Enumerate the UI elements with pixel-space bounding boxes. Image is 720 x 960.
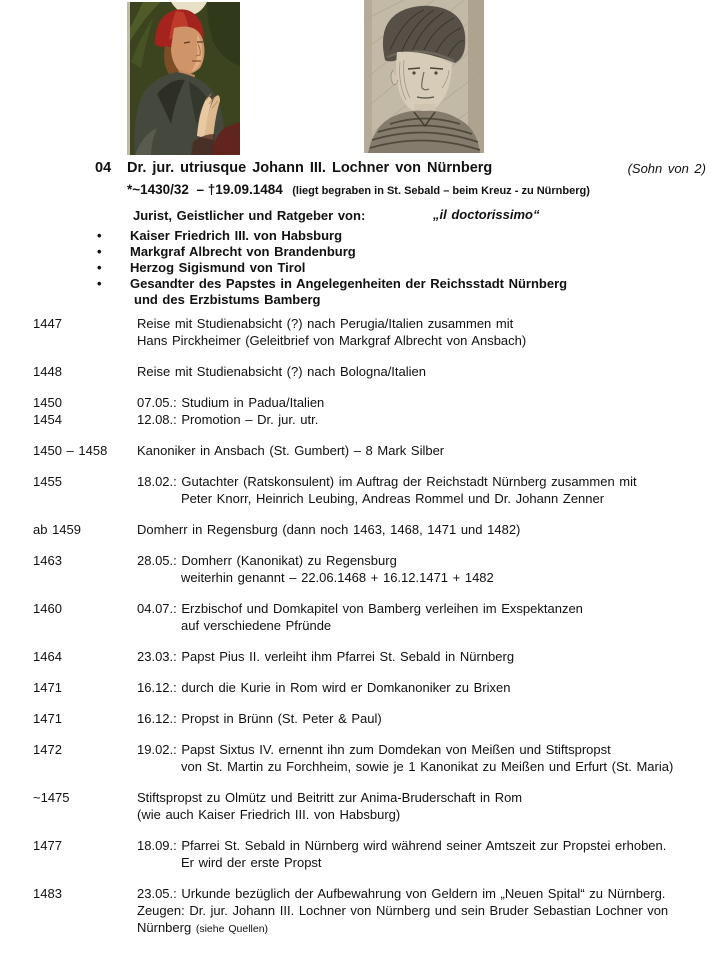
timeline-year: 1454: [33, 412, 62, 427]
timeline-year: ab 1459: [33, 522, 81, 537]
title-row: [0, 160, 720, 179]
epithet: „il doctorissimo“: [433, 207, 540, 222]
timeline-text: Er wird der erste Propst: [181, 855, 322, 870]
timeline-year: 1450: [33, 395, 62, 410]
bullet-text: Gesandter des Papstes in Angelegenheiten der Reichsstadt Nürnberg: [130, 276, 568, 291]
timeline-entry: [33, 473, 710, 507]
timeline-entry: [33, 741, 710, 775]
timeline-year: 1450 – 1458: [33, 443, 108, 458]
portrait-strip: [0, 0, 720, 158]
timeline-year: 1471: [33, 711, 62, 726]
timeline-text: 16.12.: Propst in Brünn (St. Peter & Paul): [137, 711, 382, 726]
timeline-year: ~1475: [33, 790, 70, 805]
burial-note: (liegt begraben in St. Sebald – beim Kreuz - zu Nürnberg): [292, 185, 590, 197]
timeline-year: 1483: [33, 886, 62, 901]
timeline-year: 1460: [33, 601, 62, 616]
painted-portrait-image: [127, 2, 240, 155]
timeline-text: (wie auch Kaiser Friedrich III. von Habsburg): [137, 807, 401, 822]
bullet-icon: •: [97, 260, 102, 275]
engraved-portrait-image: [364, 0, 484, 153]
timeline-entry: [33, 411, 710, 428]
timeline-year: 1463: [33, 553, 62, 568]
timeline-year: 1472: [33, 742, 62, 757]
timeline-text: Nürnberg: [137, 920, 192, 935]
timeline-text: Stiftspropst zu Olmütz und Beitritt zur Anima-Bruderschaft in Rom: [137, 790, 523, 805]
timeline-entry: [33, 521, 710, 538]
timeline-entry: [33, 442, 710, 459]
timeline-year: 1464: [33, 649, 62, 664]
list-item: [0, 228, 720, 244]
bullet-text: Herzog Sigismund von Tirol: [130, 260, 306, 275]
source-note: (siehe Quellen): [195, 923, 269, 935]
timeline-text: 19.02.: Papst Sixtus IV. ernennt ihn zum Domdekan von Meißen und Stiftspropst: [137, 742, 611, 757]
timeline-text: Kanoniker in Ansbach (St. Gumbert) – 8 Mark Silber: [137, 443, 445, 458]
timeline-entry: [33, 885, 710, 938]
timeline-text: von St. Martin zu Forchheim, sowie je 1 Kanonikat zu Meißen und Erfurt (St. Maria): [181, 759, 674, 774]
timeline-text: Reise mit Studienabsicht (?) nach Perugia/Italien zusammen mit: [137, 316, 514, 331]
timeline-text: 23.05.: Urkunde bezüglich der Aufbewahrung von Geldern im „Neuen Spital“ zu Nürnberg.: [137, 886, 666, 901]
timeline-text: Zeugen: Dr. jur. Johann III. Lochner von Nürnberg und sein Bruder Sebastian Lochner von: [137, 903, 669, 918]
document-header: [0, 160, 720, 199]
bullet-icon: •: [97, 228, 102, 243]
timeline-entry: [33, 315, 710, 349]
list-item: [0, 260, 720, 276]
timeline-entry: [33, 789, 710, 823]
timeline-entry: [33, 552, 710, 586]
timeline-text: 12.08.: Promotion – Dr. jur. utr.: [137, 412, 319, 427]
timeline-text: 04.07.: Erzbischof und Domkapitel von Bamberg verleihen im Exspektanzen: [137, 601, 583, 616]
timeline-entry: [33, 600, 710, 634]
timeline-entry: [33, 394, 710, 411]
bullet-icon: •: [97, 276, 102, 291]
roles-bullet-list: [0, 228, 720, 308]
list-item: [0, 244, 720, 260]
roles-heading: [133, 207, 720, 226]
timeline-text: 28.05.: Domherr (Kanonikat) zu Regensburg: [137, 553, 397, 568]
timeline-text: [137, 919, 710, 938]
timeline-year: 1455: [33, 474, 62, 489]
timeline-text: Hans Pirckheimer (Geleitbrief von Markgraf Albrecht von Ansbach): [137, 333, 527, 348]
roles-section: [0, 207, 720, 308]
timeline-section: [33, 315, 710, 938]
timeline-text: weiterhin genannt – 22.06.1468 + 16.12.1471 + 1482: [181, 570, 494, 585]
timeline-text: Reise mit Studienabsicht (?) nach Bologna/Italien: [137, 364, 426, 379]
timeline-text: 07.05.: Studium in Padua/Italien: [137, 395, 325, 410]
timeline-entry: [33, 837, 710, 871]
timeline-entry: [33, 710, 710, 727]
timeline-text: auf verschiedene Pfründe: [181, 618, 332, 633]
timeline-text: 18.02.: Gutachter (Ratskonsulent) im Auftrag der Reichstadt Nürnberg zusammen mit: [137, 474, 637, 489]
relation-note: (Sohn von 2): [627, 161, 706, 176]
roles-intro: Jurist, Geistlicher und Ratgeber von:: [133, 208, 366, 223]
timeline-entry: [33, 648, 710, 665]
timeline-text: Peter Knorr, Heinrich Leubing, Andreas Rommel und Dr. Johann Zenner: [181, 491, 605, 506]
list-item: [0, 276, 720, 308]
timeline-year: 1471: [33, 680, 62, 695]
bullet-text: Kaiser Friedrich III. von Habsburg: [130, 228, 343, 243]
bullet-text: und des Erzbistums Bamberg: [134, 292, 321, 307]
timeline-text: 16.12.: durch die Kurie in Rom wird er Domkanoniker zu Brixen: [137, 680, 511, 695]
entry-number: 04: [95, 160, 112, 176]
dates-row: [127, 181, 720, 199]
bullet-icon: •: [97, 244, 102, 259]
timeline-text: 23.03.: Papst Pius II. verleiht ihm Pfarrei St. Sebald in Nürnberg: [137, 649, 515, 664]
timeline-year: 1477: [33, 838, 62, 853]
timeline-text: 18.09.: Pfarrei St. Sebald in Nürnberg wird während seiner Amtszeit zur Propstei erhoben.: [137, 838, 667, 853]
timeline-year: 1447: [33, 316, 62, 331]
timeline-entry: [33, 363, 710, 380]
bullet-text: Markgraf Albrecht von Brandenburg: [130, 244, 356, 259]
timeline-text: Domherr in Regensburg (dann noch 1463, 1468, 1471 und 1482): [137, 522, 521, 537]
timeline-year: 1448: [33, 364, 62, 379]
page-title: Dr. jur. utriusque Johann III. Lochner von Nürnberg: [127, 160, 493, 176]
life-dates: *~1430/32 – †19.09.1484: [127, 182, 283, 197]
timeline-entry: [33, 679, 710, 696]
